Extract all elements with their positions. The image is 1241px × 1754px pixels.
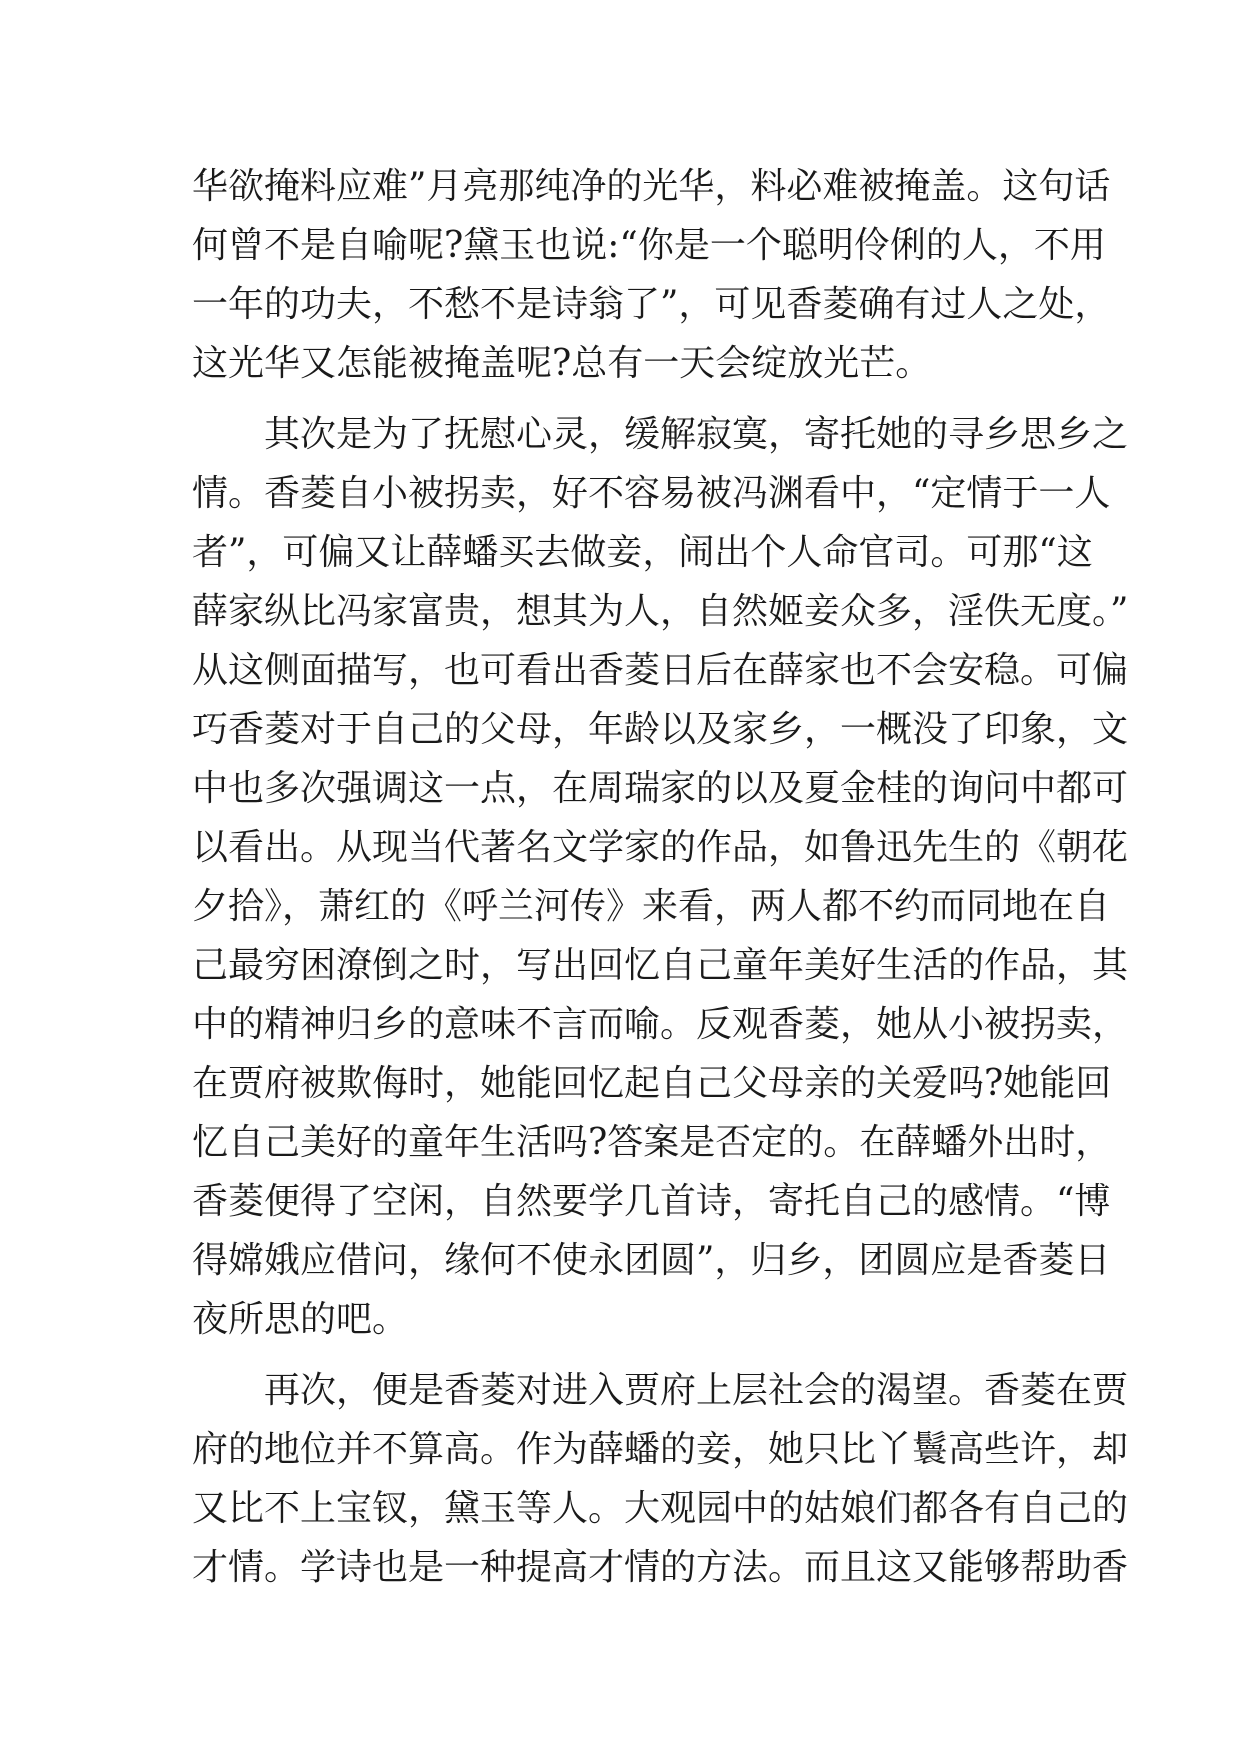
text-line: 己最穷困潦倒之时，写出回忆自己童年美好生活的作品，其 xyxy=(192,945,1129,986)
paragraph-spacer xyxy=(192,1349,1052,1361)
text-line: 香菱便得了空闲，自然要学几首诗，寄托自己的感情。“博 xyxy=(192,1181,1111,1222)
text-line: 中的精神归乡的意味不言而喻。反观香菱，她从小被拐卖， xyxy=(192,1004,1129,1045)
text-line: 中也多次强调这一点，在周瑞家的以及夏金桂的询问中都可 xyxy=(192,768,1129,809)
text-line: 何曾不是自喻呢?黛玉也说:“你是一个聪明伶俐的人，不用 xyxy=(192,225,1106,266)
paragraph-1 xyxy=(192,157,1111,393)
text-line: 夕拾》，萧红的《呼兰河传》来看，两人都不约而同地在自 xyxy=(192,886,1111,927)
paragraph-2 xyxy=(192,405,1129,1349)
text-line: 一年的功夫，不愁不是诗翁了”，可见香菱确有过人之处， xyxy=(192,284,1111,325)
paragraph-3 xyxy=(192,1361,1129,1597)
paragraph-spacer xyxy=(192,393,1052,405)
text-line: 才情。学诗也是一种提高才情的方法。而且这又能够帮助香 xyxy=(192,1547,1129,1588)
body-text xyxy=(192,157,1129,1597)
text-line: 又比不上宝钗，黛玉等人。大观园中的姑娘们都各有自己的 xyxy=(192,1488,1129,1529)
text-line: 夜所思的吧。 xyxy=(192,1299,409,1340)
text-line: 华欲掩料应难”月亮那纯净的光华，料必难被掩盖。这句话 xyxy=(192,166,1111,207)
text-line: 府的地位并不算高。作为薛蟠的妾，她只比丫鬟高些许，却 xyxy=(192,1429,1129,1470)
text-line: 忆自己美好的童年生活吗?答案是否定的。在薛蟠外出时， xyxy=(192,1122,1112,1163)
text-line: 情。香菱自小被拐卖，好不容易被冯渊看中，“定情于一人 xyxy=(192,473,1111,514)
text-line: 这光华又怎能被掩盖呢?总有一天会绽放光芒。 xyxy=(192,343,932,384)
text-line: 得嫦娥应借问，缘何不使永团圆”，归乡，团圆应是香菱日 xyxy=(192,1240,1111,1281)
text-line: 以看出。从现当代著名文学家的作品，如鲁迅先生的《朝花 xyxy=(192,827,1129,868)
text-line: 者”，可偏又让薛蟠买去做妾，闹出个人命官司。可那“这 xyxy=(192,532,1093,573)
text-line: 在贾府被欺侮时，她能回忆起自己父母亲的关爱吗?她能回 xyxy=(192,1063,1112,1104)
text-line: 再次，便是香菱对进入贾府上层社会的渴望。香菱在贾 xyxy=(264,1370,1129,1411)
text-line: 巧香菱对于自己的父母，年龄以及家乡，一概没了印象，文 xyxy=(192,709,1129,750)
text-line: 从这侧面描写，也可看出香菱日后在薛家也不会安稳。可偏 xyxy=(192,650,1129,691)
text-line: 薛家纵比冯家富贵，想其为人，自然姬妾众多，淫佚无度。” xyxy=(192,591,1129,632)
text-line: 其次是为了抚慰心灵，缓解寂寞，寄托她的寻乡思乡之 xyxy=(264,414,1129,455)
